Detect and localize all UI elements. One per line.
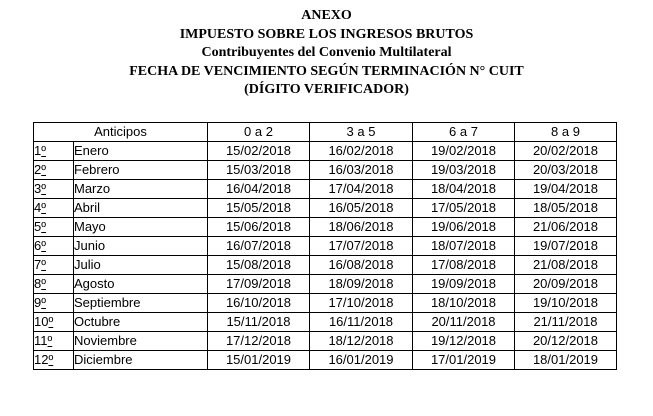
date-cell-8a9: 20/03/2018 [515,161,617,180]
date-cell-8a9: 18/05/2018 [515,199,617,218]
table-row [34,218,617,237]
date-cell-8a9: 21/08/2018 [515,256,617,275]
date-cell-6a7: 17/08/2018 [413,256,515,275]
date-cell-8a9: 19/07/2018 [515,237,617,256]
date-cell-0a2: 15/02/2018 [208,142,310,161]
ordinal-indicator: º [41,200,46,215]
date-cell-6a7: 19/06/2018 [413,218,515,237]
column-header-6a7: 6 a 7 [413,123,515,142]
date-cell-8a9: 20/12/2018 [515,332,617,351]
date-cell-8a9: 19/10/2018 [515,294,617,313]
date-cell-0a2: 16/10/2018 [208,294,310,313]
date-cell-3a5: 16/02/2018 [310,142,413,161]
date-cell-6a7: 18/04/2018 [413,180,515,199]
month-cell: Diciembre [74,351,208,370]
month-cell: Noviembre [74,332,208,351]
month-cell: Junio [74,237,208,256]
anticipo-number-cell: 1º [34,142,74,161]
ordinal-indicator: º [41,143,46,158]
table-row [34,313,617,332]
anticipo-number-cell: 6º [34,237,74,256]
date-cell-3a5: 17/07/2018 [310,237,413,256]
doc-title-line-2: IMPUESTO SOBRE LOS INGRESOS BRUTOS [179,26,474,42]
date-cell-6a7: 19/09/2018 [413,275,515,294]
anticipo-number-cell: 11º [34,332,74,351]
column-header-3a5: 3 a 5 [310,123,413,142]
date-cell-6a7: 19/03/2018 [413,161,515,180]
table-body [34,142,617,370]
month-cell: Septiembre [74,294,208,313]
date-cell-8a9: 20/09/2018 [515,275,617,294]
ordinal-indicator: º [41,276,46,291]
ordinal-indicator: º [41,162,46,177]
date-cell-8a9: 20/02/2018 [515,142,617,161]
date-cell-3a5: 16/11/2018 [310,313,413,332]
date-cell-6a7: 17/01/2019 [413,351,515,370]
vencimientos-table [33,122,617,370]
date-cell-3a5: 18/09/2018 [310,275,413,294]
date-cell-3a5: 16/03/2018 [310,161,413,180]
anticipo-number-cell: 12º [34,351,74,370]
date-cell-0a2: 15/03/2018 [208,161,310,180]
anticipo-number-cell: 5º [34,218,74,237]
date-cell-0a2: 15/01/2019 [208,351,310,370]
date-cell-0a2: 16/07/2018 [208,237,310,256]
date-cell-6a7: 19/12/2018 [413,332,515,351]
table-row [34,161,617,180]
table-row [34,275,617,294]
date-cell-3a5: 18/12/2018 [310,332,413,351]
anticipo-number-cell: 9º [34,294,74,313]
date-cell-6a7: 20/11/2018 [413,313,515,332]
date-cell-0a2: 15/11/2018 [208,313,310,332]
date-cell-6a7: 18/07/2018 [413,237,515,256]
anticipo-number-cell: 2º [34,161,74,180]
anticipo-number-cell: 4º [34,199,74,218]
date-cell-0a2: 15/06/2018 [208,218,310,237]
date-cell-8a9: 18/01/2019 [515,351,617,370]
date-cell-0a2: 15/08/2018 [208,256,310,275]
table-row [34,199,617,218]
month-cell: Mayo [74,218,208,237]
date-cell-3a5: 17/04/2018 [310,180,413,199]
doc-title-line-3: Contribuyentes del Convenio Multilateral [201,45,452,60]
ordinal-indicator: º [41,219,46,234]
anticipo-number-cell: 8º [34,275,74,294]
date-cell-0a2: 15/05/2018 [208,199,310,218]
date-cell-3a5: 16/05/2018 [310,199,413,218]
column-header-anticipos: Anticipos [34,123,208,142]
table-row [34,256,617,275]
date-cell-6a7: 17/05/2018 [413,199,515,218]
anticipo-number-cell: 3º [34,180,74,199]
month-cell: Julio [74,256,208,275]
date-cell-8a9: 19/04/2018 [515,180,617,199]
anticipo-number-cell: 10º [34,313,74,332]
doc-title-line-5: (DÍGITO VERIFICADOR) [244,82,409,97]
date-cell-3a5: 17/10/2018 [310,294,413,313]
date-cell-8a9: 21/06/2018 [515,218,617,237]
anticipo-number-cell: 7º [34,256,74,275]
column-header-8a9: 8 a 9 [515,123,617,142]
table-header-row [34,123,617,142]
table-row [34,142,617,161]
date-cell-3a5: 18/06/2018 [310,218,413,237]
month-cell: Febrero [74,161,208,180]
month-cell: Abril [74,199,208,218]
month-cell: Agosto [74,275,208,294]
date-cell-3a5: 16/01/2019 [310,351,413,370]
table-row [34,294,617,313]
ordinal-indicator: º [48,352,54,367]
doc-title-line-4: FECHA DE VENCIMIENTO SEGÚN TERMINACIÓN N° CUIT [129,63,524,79]
column-header-0a2: 0 a 2 [208,123,310,142]
doc-title-line-1: ANEXO [301,8,352,23]
date-cell-0a2: 17/12/2018 [208,332,310,351]
date-cell-6a7: 18/10/2018 [413,294,515,313]
ordinal-indicator: º [47,333,53,348]
month-cell: Octubre [74,313,208,332]
table-row [34,332,617,351]
month-cell: Enero [74,142,208,161]
month-cell: Marzo [74,180,208,199]
ordinal-indicator: º [41,295,46,310]
date-cell-6a7: 19/02/2018 [413,142,515,161]
date-cell-3a5: 16/08/2018 [310,256,413,275]
date-cell-0a2: 17/09/2018 [208,275,310,294]
date-cell-0a2: 16/04/2018 [208,180,310,199]
document-header [0,7,653,100]
ordinal-indicator: º [41,238,46,253]
ordinal-indicator: º [41,257,46,272]
table-row [34,237,617,256]
table-row [34,351,617,370]
table-row [34,180,617,199]
date-cell-8a9: 21/11/2018 [515,313,617,332]
ordinal-indicator: º [41,181,46,196]
ordinal-indicator: º [48,314,54,329]
